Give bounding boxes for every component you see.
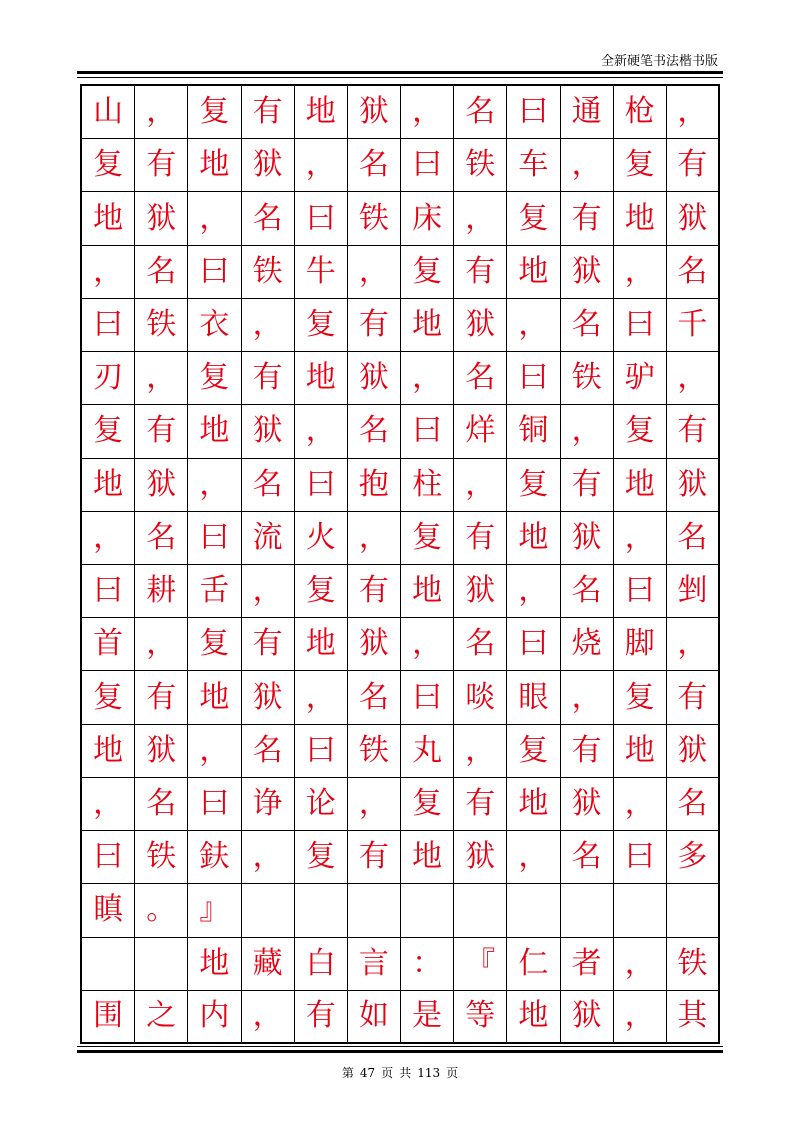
grid-cell: ， <box>614 938 667 991</box>
grid-cell: ， <box>401 86 454 139</box>
grid-cell: ， <box>454 725 507 778</box>
grid-cell: 地 <box>188 139 241 192</box>
grid-cell: ， <box>135 86 188 139</box>
grid-cell: 论 <box>295 778 348 831</box>
grid-cell: 复 <box>507 459 560 512</box>
grid-cell: 狱 <box>561 778 614 831</box>
grid-cell: 地 <box>188 938 241 991</box>
grid-cell: 耕 <box>135 565 188 618</box>
grid-cell: 曰 <box>401 671 454 724</box>
grid-cell: ， <box>454 459 507 512</box>
grid-cell: 瞋 <box>82 884 135 937</box>
grid-cell <box>348 884 401 937</box>
grid-cell: 曰 <box>295 725 348 778</box>
grid-cell: 有 <box>348 565 401 618</box>
grid-cell: 其 <box>667 991 720 1044</box>
grid-cell: 狱 <box>135 459 188 512</box>
grid-cell: ， <box>188 192 241 245</box>
grid-cell: 名 <box>135 512 188 565</box>
grid-cell: 曰 <box>295 192 348 245</box>
grid-cell: 名 <box>242 459 295 512</box>
grid-cell: ， <box>242 565 295 618</box>
grid-cell: 铁 <box>561 352 614 405</box>
grid-cell: 铁 <box>667 938 720 991</box>
page-footer <box>0 1064 800 1081</box>
grid-cell: 狱 <box>135 725 188 778</box>
grid-cell: 围 <box>82 991 135 1044</box>
grid-cell: 曰 <box>614 299 667 352</box>
grid-cell: 啖 <box>454 671 507 724</box>
footer-total-word: 页 <box>446 1066 459 1080</box>
grid-cell: 有 <box>454 778 507 831</box>
grid-cell: 曰 <box>507 618 560 671</box>
grid-cell: 狱 <box>667 725 720 778</box>
grid-cell: 名 <box>561 299 614 352</box>
grid-cell: 名 <box>454 86 507 139</box>
grid-cell: 复 <box>295 565 348 618</box>
grid-cell: 复 <box>295 831 348 884</box>
grid-cell: 火 <box>295 512 348 565</box>
grid-cell: 地 <box>401 299 454 352</box>
grid-cell: 狱 <box>348 86 401 139</box>
grid-cell: 地 <box>507 991 560 1044</box>
grid-cell: ， <box>242 299 295 352</box>
grid-cell: 狱 <box>561 246 614 299</box>
grid-cell: 复 <box>401 246 454 299</box>
grid-cell: 刃 <box>82 352 135 405</box>
grid-cell: 地 <box>507 512 560 565</box>
footer-total-pages: 113 <box>417 1066 441 1080</box>
grid-cell: 名 <box>242 725 295 778</box>
grid-cell: 曰 <box>188 512 241 565</box>
grid-cell: ， <box>82 512 135 565</box>
grid-cell: 有 <box>667 405 720 458</box>
grid-cell: 流 <box>242 512 295 565</box>
grid-cell: 有 <box>454 246 507 299</box>
grid-cell: 复 <box>614 139 667 192</box>
grid-cell: 狱 <box>454 831 507 884</box>
grid-cell: 之 <box>135 991 188 1044</box>
grid-cell: 地 <box>82 725 135 778</box>
grid-cell: 曰 <box>188 778 241 831</box>
grid-cell: ， <box>135 352 188 405</box>
grid-cell: 名 <box>348 139 401 192</box>
grid-cell: 复 <box>188 618 241 671</box>
grid-cell: 地 <box>295 86 348 139</box>
grid-cell: 烧 <box>561 618 614 671</box>
grid-cell: 复 <box>507 192 560 245</box>
grid-cell: 铁 <box>135 831 188 884</box>
grid-cell: 有 <box>135 671 188 724</box>
grid-cell: 地 <box>82 192 135 245</box>
grid-cell: ， <box>507 831 560 884</box>
grid-cell: 铁 <box>135 299 188 352</box>
grid-cell <box>242 884 295 937</box>
grid-cell: 狱 <box>667 459 720 512</box>
grid-cell: 名 <box>348 671 401 724</box>
grid-cell: 如 <box>348 991 401 1044</box>
grid-cell: 有 <box>667 671 720 724</box>
grid-cell: 有 <box>454 512 507 565</box>
grid-cell: 铁 <box>348 725 401 778</box>
grid-cell: ： <box>401 938 454 991</box>
grid-cell: ， <box>348 778 401 831</box>
grid-cell: 狱 <box>561 512 614 565</box>
grid-cell: ， <box>295 671 348 724</box>
grid-cell: ， <box>667 352 720 405</box>
grid-cell: 山 <box>82 86 135 139</box>
footer-rule-thick <box>77 1050 723 1053</box>
grid-cell: 狱 <box>242 405 295 458</box>
grid-cell <box>82 938 135 991</box>
grid-cell: 名 <box>242 192 295 245</box>
grid-cell: 狱 <box>348 352 401 405</box>
grid-cell: 曰 <box>188 246 241 299</box>
grid-cell: 有 <box>348 299 401 352</box>
grid-cell: 烊 <box>454 405 507 458</box>
grid-cell: ， <box>561 671 614 724</box>
grid-cell: 脚 <box>614 618 667 671</box>
grid-cell: ， <box>242 831 295 884</box>
grid-cell: 复 <box>614 405 667 458</box>
grid-cell: 复 <box>401 778 454 831</box>
footer-total-prefix: 共 <box>399 1066 412 1080</box>
grid-cell <box>507 884 560 937</box>
header-rule-thick <box>77 71 723 74</box>
grid-cell: ， <box>454 192 507 245</box>
grid-cell: 地 <box>507 246 560 299</box>
grid-cell: 狱 <box>454 299 507 352</box>
grid-cell: 有 <box>295 991 348 1044</box>
grid-cell: 诤 <box>242 778 295 831</box>
grid-cell: 言 <box>348 938 401 991</box>
grid-cell <box>667 884 720 937</box>
grid-cell: 狱 <box>561 991 614 1044</box>
grid-cell: 地 <box>401 831 454 884</box>
grid-cell: 复 <box>82 671 135 724</box>
grid-cell: 有 <box>348 831 401 884</box>
grid-cell: 铜 <box>507 405 560 458</box>
grid-cell: 名 <box>454 352 507 405</box>
grid-cell <box>401 884 454 937</box>
grid-cell: 有 <box>242 86 295 139</box>
grid-cell: 有 <box>561 459 614 512</box>
grid-cell: 床 <box>401 192 454 245</box>
grid-cell: ， <box>614 246 667 299</box>
grid-cell: 有 <box>242 618 295 671</box>
grid-cell: 狱 <box>242 671 295 724</box>
grid-cell: 有 <box>561 192 614 245</box>
grid-cell: 有 <box>561 725 614 778</box>
grid-cell: 有 <box>242 352 295 405</box>
grid-cell: ， <box>614 991 667 1044</box>
grid-cell: ， <box>82 778 135 831</box>
footer-page-prefix: 第 <box>341 1066 354 1080</box>
grid-cell: 铁 <box>454 139 507 192</box>
grid-cell: 多 <box>667 831 720 884</box>
grid-cell: ， <box>614 778 667 831</box>
grid-cell: 复 <box>188 352 241 405</box>
grid-cell: 通 <box>561 86 614 139</box>
grid-cell: 地 <box>188 671 241 724</box>
grid-cell: 眼 <box>507 671 560 724</box>
grid-cell: 狱 <box>667 192 720 245</box>
footer-rule-thin <box>77 1046 723 1047</box>
grid-cell: 名 <box>561 565 614 618</box>
grid-cell: ， <box>614 512 667 565</box>
grid-cell: 枪 <box>614 86 667 139</box>
grid-cell: 柱 <box>401 459 454 512</box>
grid-cell: 有 <box>667 139 720 192</box>
grid-cell: 狱 <box>454 565 507 618</box>
grid-cell: 曰 <box>82 299 135 352</box>
grid-cell: 名 <box>561 831 614 884</box>
grid-cell: 剉 <box>667 565 720 618</box>
footer-page-word: 页 <box>381 1066 394 1080</box>
grid-cell: 藏 <box>242 938 295 991</box>
grid-cell: 地 <box>401 565 454 618</box>
grid-cell: 复 <box>401 512 454 565</box>
grid-cell: ， <box>188 725 241 778</box>
grid-cell: 曰 <box>507 86 560 139</box>
footer-page-number: 47 <box>359 1066 376 1080</box>
grid-cell <box>561 884 614 937</box>
grid-cell: 内 <box>188 991 241 1044</box>
grid-cell: ， <box>667 618 720 671</box>
grid-cell: 曰 <box>295 459 348 512</box>
grid-cell: 等 <box>454 991 507 1044</box>
grid-cell: ， <box>82 246 135 299</box>
grid-cell: 曰 <box>82 565 135 618</box>
grid-cell: ， <box>507 565 560 618</box>
grid-cell: 车 <box>507 139 560 192</box>
grid-cell: 有 <box>135 405 188 458</box>
grid-cell: 复 <box>295 299 348 352</box>
grid-cell: 狱 <box>348 618 401 671</box>
grid-cell: 仁 <box>507 938 560 991</box>
grid-cell: 狱 <box>135 192 188 245</box>
grid-cell: 地 <box>614 459 667 512</box>
grid-cell: 曰 <box>82 831 135 884</box>
grid-cell: ， <box>188 459 241 512</box>
grid-cell: 首 <box>82 618 135 671</box>
grid-cell: 抱 <box>348 459 401 512</box>
grid-cell: 千 <box>667 299 720 352</box>
grid-cell: 曰 <box>614 831 667 884</box>
grid-cell: 衣 <box>188 299 241 352</box>
grid-cell: ， <box>348 512 401 565</box>
grid-cell: 曰 <box>614 565 667 618</box>
grid-cell: 名 <box>135 246 188 299</box>
grid-cell: ， <box>667 86 720 139</box>
grid-cell: 名 <box>348 405 401 458</box>
grid-cell: ， <box>295 405 348 458</box>
grid-cell: 名 <box>667 778 720 831</box>
grid-cell: 者 <box>561 938 614 991</box>
grid-cell: 名 <box>135 778 188 831</box>
grid-cell: 地 <box>295 618 348 671</box>
grid-cell: 名 <box>667 246 720 299</box>
grid-cell: 铁 <box>348 192 401 245</box>
grid-cell: 曰 <box>507 352 560 405</box>
grid-cell <box>295 884 348 937</box>
grid-cell: 地 <box>614 725 667 778</box>
grid-cell: 『 <box>454 938 507 991</box>
header-rule-thin <box>77 77 723 78</box>
grid-cell: 是 <box>401 991 454 1044</box>
grid-cell: 复 <box>188 86 241 139</box>
grid-cell: 驴 <box>614 352 667 405</box>
grid-cell: ， <box>561 139 614 192</box>
grid-cell: ， <box>242 991 295 1044</box>
grid-cell: 地 <box>507 778 560 831</box>
grid-cell: ， <box>561 405 614 458</box>
grid-cell: 白 <box>295 938 348 991</box>
grid-cell: 复 <box>507 725 560 778</box>
grid-cell <box>454 884 507 937</box>
header-title: 全新硬笔书法楷书版 <box>600 54 718 69</box>
grid-cell <box>135 938 188 991</box>
grid-cell: 名 <box>667 512 720 565</box>
grid-cell: 曰 <box>401 139 454 192</box>
grid-cell: ， <box>401 618 454 671</box>
grid-cell: 复 <box>614 671 667 724</box>
grid-cell: ， <box>135 618 188 671</box>
grid-cell: 铁 <box>242 246 295 299</box>
grid-cell: ， <box>401 352 454 405</box>
grid-cell: 地 <box>188 405 241 458</box>
grid-cell: 复 <box>82 139 135 192</box>
grid-cell: ， <box>507 299 560 352</box>
grid-cell: 地 <box>614 192 667 245</box>
grid-cell: 复 <box>82 405 135 458</box>
grid-cell: ， <box>348 246 401 299</box>
grid-cell: 地 <box>295 352 348 405</box>
grid-cell: 狱 <box>242 139 295 192</box>
grid-cell: 』 <box>188 884 241 937</box>
grid-cell: 名 <box>454 618 507 671</box>
grid-cell: 。 <box>135 884 188 937</box>
grid-cell: 地 <box>82 459 135 512</box>
grid-cell: 鈇 <box>188 831 241 884</box>
grid-cell: ， <box>295 139 348 192</box>
practice-grid <box>80 84 720 1044</box>
grid-cell: 有 <box>135 139 188 192</box>
grid-cell: 牛 <box>295 246 348 299</box>
grid-cell: 舌 <box>188 565 241 618</box>
grid-cell <box>614 884 667 937</box>
grid-cell: 曰 <box>401 405 454 458</box>
grid-cell: 丸 <box>401 725 454 778</box>
